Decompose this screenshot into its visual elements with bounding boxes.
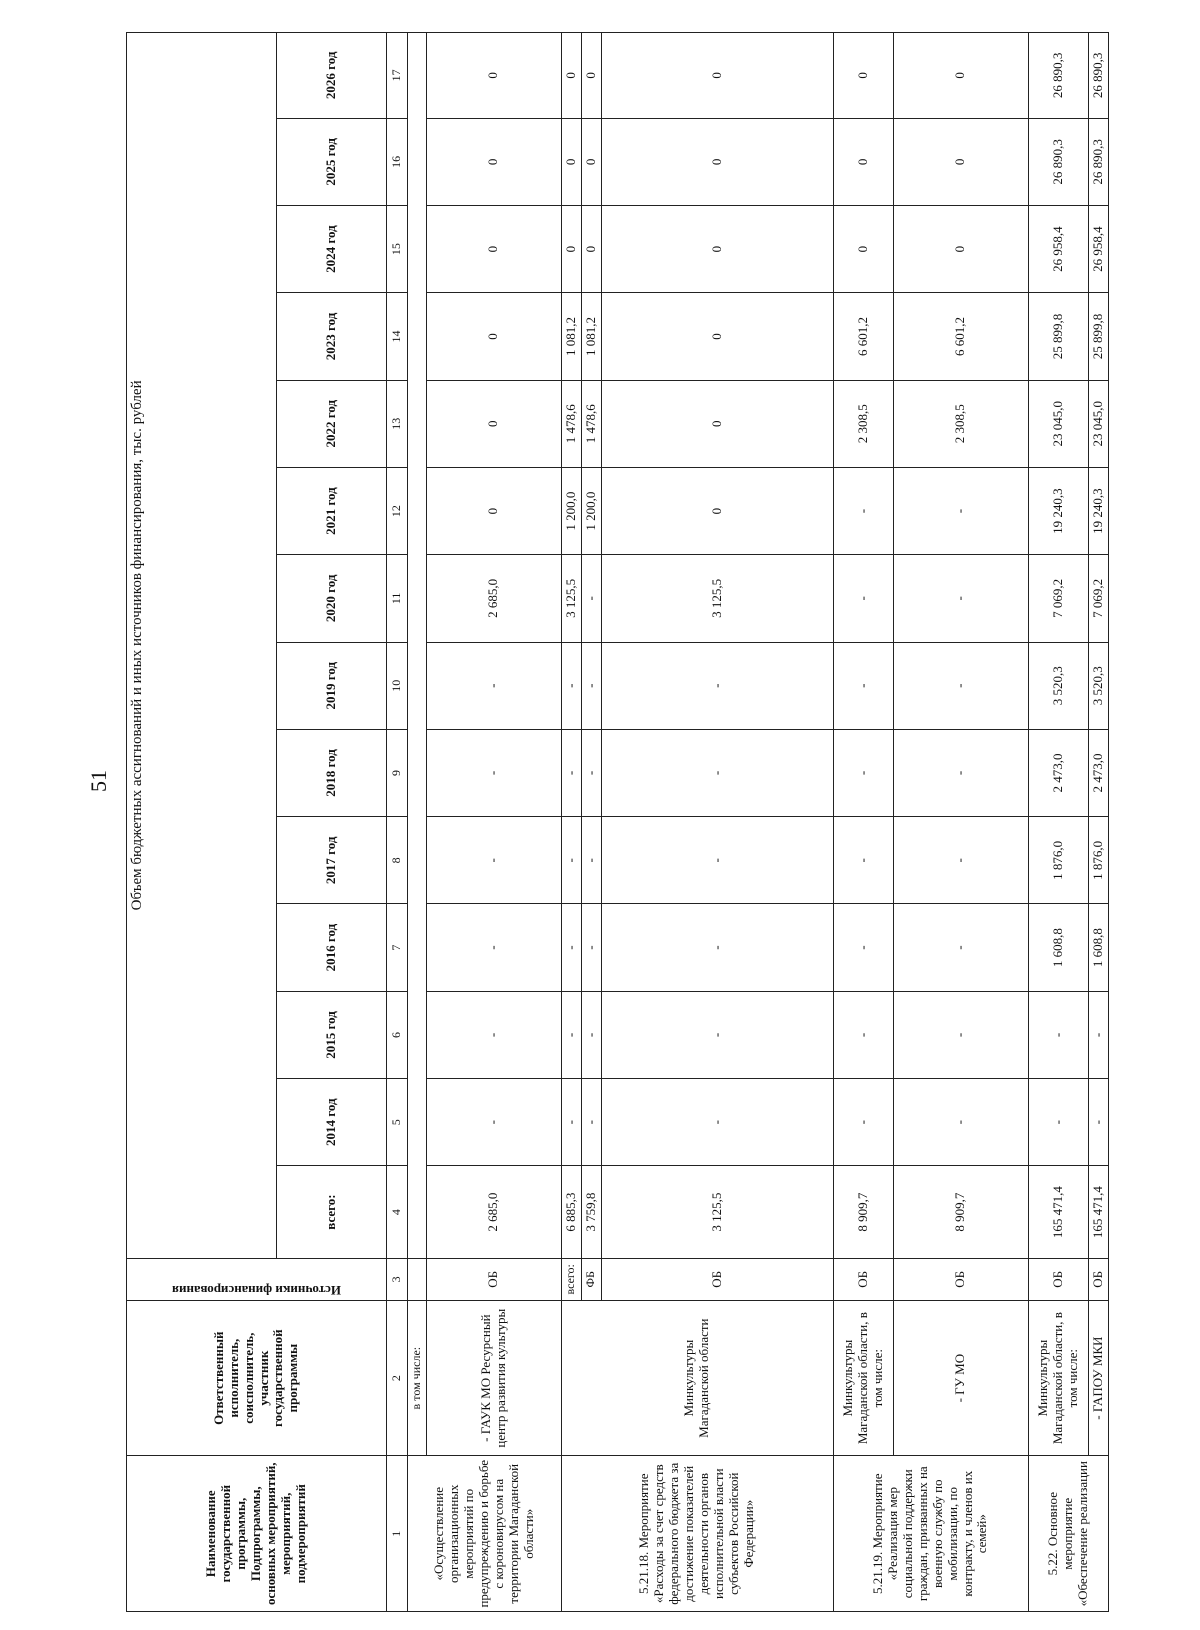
page-number: 51 [86,770,111,792]
row-source: всего: [561,1258,581,1300]
col-number: 13 [387,380,408,467]
row-executor: в том числе: [408,1300,427,1456]
row-value: 1 200,0 [561,467,581,554]
header-year: 2014 год [277,1079,387,1166]
col-number: 10 [387,642,408,729]
row-value: 0 [833,33,893,119]
row-value: 0 [893,33,1028,119]
col-number: 16 [387,118,408,205]
row-value: - [581,991,601,1078]
row-total: 165 471,4 [1028,1166,1088,1258]
row-value: - [1028,991,1088,1078]
row-value: - [1088,1079,1108,1166]
row-source: ОБ [893,1258,1028,1300]
row-source: ФБ [581,1258,601,1300]
row-executor: Минкультуры Магаданской области, в том числе: [1028,1300,1088,1456]
row-value: 1 478,6 [561,380,581,467]
header-year: 2015 год [277,991,387,1078]
col-number: 5 [387,1079,408,1166]
row-value: 0 [601,467,833,554]
row-name: «Осуществление организационных мероприятий по предупреждению и борьбе с короновирусом на территории Магаданской области» [408,1456,562,1612]
row-source: ОБ [601,1258,833,1300]
row-value: - [581,729,601,816]
row-value: 0 [426,380,561,467]
header-year: 2021 год [277,467,387,554]
row-value: - [833,467,893,554]
row-value: 23 045,0 [1088,380,1108,467]
row-value: 0 [601,293,833,380]
row-value: - [426,1079,561,1166]
col-number: 15 [387,205,408,292]
row-value: 26 890,3 [1088,118,1108,205]
row-value: 19 240,3 [1028,467,1088,554]
row-value: - [561,729,581,816]
row-value: 3 125,5 [561,555,581,642]
row-value: 0 [581,33,601,119]
header-year: 2017 год [277,817,387,904]
row-value: 0 [893,118,1028,205]
row-value: - [893,904,1028,991]
row-name: 5.21.18. Мероприятие «Расходы за счет средств федерального бюджета за достижение показателей деятельности органов исполнительной власти субъектов Российской Федерации» [561,1456,833,1612]
table-row [1088,33,1108,1612]
row-value: 0 [426,33,561,119]
row-source: ОБ [426,1258,561,1300]
row-value: - [833,817,893,904]
row-source [408,1258,427,1300]
row-value: - [426,904,561,991]
row-value: 2 308,5 [893,380,1028,467]
row-value: 0 [833,205,893,292]
row-value: - [893,555,1028,642]
row-value: 0 [601,380,833,467]
col-number: 12 [387,467,408,554]
col-number: 1 [387,1456,408,1612]
row-value: - [581,817,601,904]
row-value: 1 876,0 [1028,817,1088,904]
table-row [408,33,427,1612]
row-executor: Минкультуры Магаданской области, в том числе: [833,1300,893,1456]
row-value: 0 [833,118,893,205]
header-volume: Объем бюджетных ассигнований и иных источников финансирования, тыс. рублей [127,33,277,1259]
col-number: 9 [387,729,408,816]
row-name: 5.22. Основное мероприятие «Обеспечение реализации [1028,1456,1108,1612]
row-total: 3 125,5 [601,1166,833,1258]
row-value: 26 890,3 [1088,33,1108,119]
col-number: 4 [387,1166,408,1258]
row-value: - [893,1079,1028,1166]
row-value: 1 081,2 [581,293,601,380]
row-value: 0 [561,205,581,292]
row-total: 8 909,7 [833,1166,893,1258]
header-program-name: Наименование государственной программы, Подпрограммы, основных мероприятий, мероприятий, подмероприятий [127,1456,387,1612]
row-value: - [581,904,601,991]
row-executor: - ГАПОУ МКИ [1088,1300,1108,1456]
row-value: 2 473,0 [1028,729,1088,816]
header-year: 2023 год [277,293,387,380]
row-value: - [601,642,833,729]
row-executor: - ГАУК МО Ресурсный центр развития культуры [426,1300,561,1456]
row-value: - [561,1079,581,1166]
row-value: 0 [601,33,833,119]
row-total: 2 685,0 [426,1166,561,1258]
table-row [561,33,581,1612]
col-number: 11 [387,555,408,642]
row-value: - [426,642,561,729]
row-value: - [833,555,893,642]
row-value: 26 890,3 [1028,33,1088,119]
row-value: - [833,1079,893,1166]
row-value: - [426,729,561,816]
row-value: - [601,817,833,904]
header-executor: Ответственный исполнитель, соисполнитель, участник государственной программы [127,1300,387,1456]
row-value: - [426,991,561,1078]
row-value: - [581,642,601,729]
row-value: - [601,991,833,1078]
row-value: - [833,904,893,991]
row-value: - [833,991,893,1078]
row-value: 7 069,2 [1028,555,1088,642]
row-value: - [601,729,833,816]
row-value: 0 [426,467,561,554]
row-value: - [893,642,1028,729]
header-year: 2016 год [277,904,387,991]
row-value: 0 [601,118,833,205]
table-row [1028,33,1088,1612]
row-value: - [561,991,581,1078]
row-value: 6 601,2 [893,293,1028,380]
table-row [893,33,1028,1612]
header-sources: Источники финансирования [127,1258,387,1300]
rotated-table-wrapper [126,32,1105,1612]
row-source: ОБ [1088,1258,1108,1300]
header-year: 2019 год [277,642,387,729]
row-value: 26 958,4 [1028,205,1088,292]
header-year: 2022 год [277,380,387,467]
row-value: - [581,1079,601,1166]
header-year: 2026 год [277,33,387,119]
row-value: - [893,817,1028,904]
row-source: ОБ [1028,1258,1088,1300]
row-value: - [561,642,581,729]
row-executor: - ГУ МО [893,1300,1028,1456]
table-row [833,33,893,1612]
row-value: - [561,904,581,991]
row-total: 8 909,7 [893,1166,1028,1258]
row-name: 5.21.19. Мероприятие «Реализация мер социальной поддержки граждан, призванных на военную службу по мобилизации, по контракту, и членов их семей» [833,1456,1028,1612]
row-value: 26 958,4 [1088,205,1108,292]
row-value: 0 [561,118,581,205]
row-value: 3 520,3 [1028,642,1088,729]
financing-table [126,32,1109,1612]
row-value: 1 608,8 [1088,904,1108,991]
row-value: 1 608,8 [1028,904,1088,991]
row-value: 1 200,0 [581,467,601,554]
header-year: 2024 год [277,205,387,292]
row-value: 26 890,3 [1028,118,1088,205]
row-value: 3 520,3 [1088,642,1108,729]
col-number: 3 [387,1258,408,1300]
row-total: 3 759,8 [581,1166,601,1258]
row-value: 19 240,3 [1088,467,1108,554]
row-executor: Минкультуры Магаданской области [561,1300,833,1456]
col-number: 7 [387,904,408,991]
row-value: 1 081,2 [561,293,581,380]
row-value: 0 [561,33,581,119]
row-source: ОБ [833,1258,893,1300]
row-value: - [893,991,1028,1078]
header-year: 2020 год [277,555,387,642]
col-number: 17 [387,33,408,119]
col-number: 8 [387,817,408,904]
row-value: 0 [893,205,1028,292]
row-value: 3 125,5 [601,555,833,642]
row-value: 2 473,0 [1088,729,1108,816]
row-value: 25 899,8 [1028,293,1088,380]
row-value: 2 308,5 [833,380,893,467]
row-value: - [581,555,601,642]
row-value: 6 601,2 [833,293,893,380]
row-value: 0 [581,205,601,292]
row-value: 2 685,0 [426,555,561,642]
row-value: - [561,817,581,904]
col-number: 6 [387,991,408,1078]
row-value: 0 [601,205,833,292]
row-value: - [893,467,1028,554]
row-value: - [601,1079,833,1166]
row-value: - [601,904,833,991]
header-total: всего: [277,1166,387,1258]
row-value: 7 069,2 [1088,555,1108,642]
row-value: - [833,729,893,816]
row-value: 0 [581,118,601,205]
row-value: - [833,642,893,729]
col-number: 14 [387,293,408,380]
row-value: 25 899,8 [1088,293,1108,380]
header-year: 2018 год [277,729,387,816]
row-total: 6 885,3 [561,1166,581,1258]
row-total: 165 471,4 [1088,1166,1108,1258]
col-number: 2 [387,1300,408,1456]
row-empty [408,33,427,1259]
row-value: - [1088,991,1108,1078]
header-year: 2025 год [277,118,387,205]
row-value: 0 [426,205,561,292]
row-value: 1 876,0 [1088,817,1108,904]
row-value: - [893,729,1028,816]
table-row [426,33,561,1612]
row-value: 23 045,0 [1028,380,1088,467]
row-value: 0 [426,293,561,380]
row-value: 0 [426,118,561,205]
row-value: 1 478,6 [581,380,601,467]
row-value: - [426,817,561,904]
row-value: - [1028,1079,1088,1166]
